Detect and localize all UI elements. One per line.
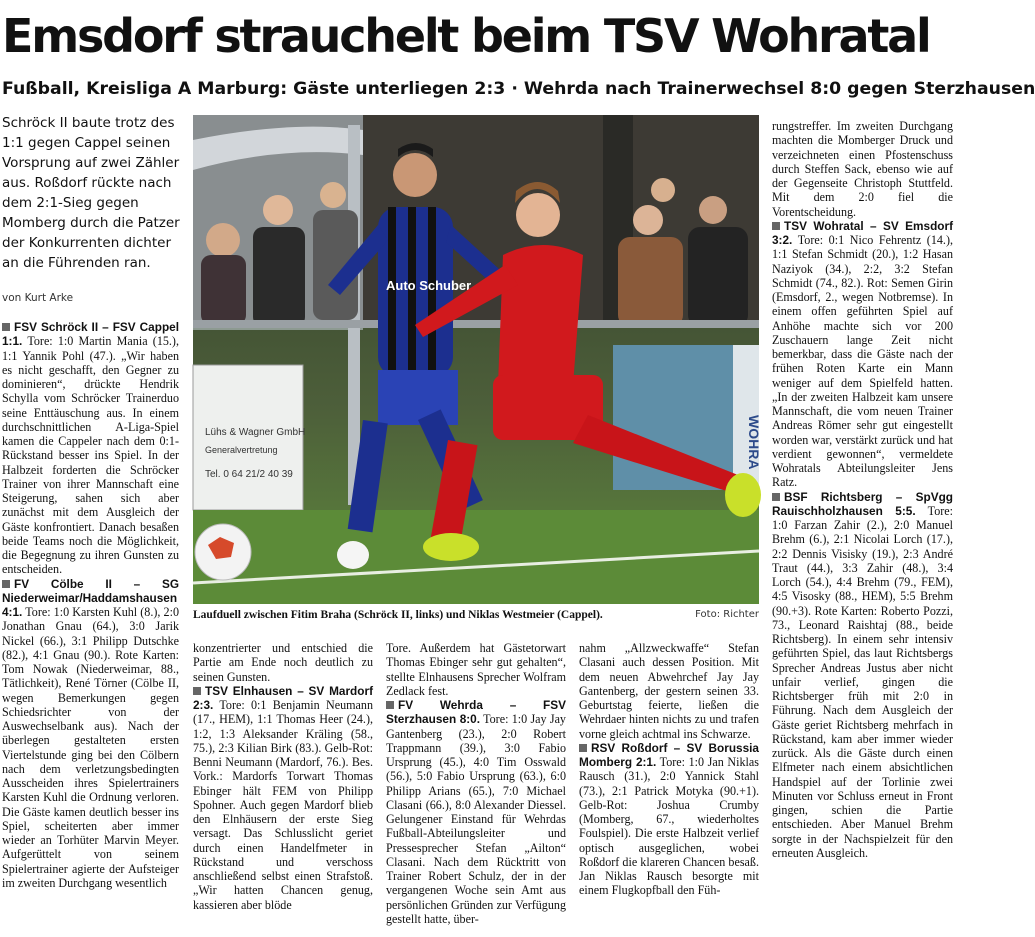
article-column-2 xyxy=(193,641,373,912)
game-heading: FV Cölbe II – SG Niederweimar/Haddamshausen 4:1. xyxy=(2,576,179,619)
game-heading: TSV Wohratal – SV Emsdorf 3:2. xyxy=(772,218,953,247)
photo-credit: Foto: Richter xyxy=(695,609,759,620)
game-heading: RSV Roßdorf – SV Borussia Momberg 2:1. xyxy=(579,740,759,769)
game-text-part-1: Tore: 1:0 Jay Jay Gantenberg (23.), 2:0 Robert Trappmann (39.), 3:0 Fabio Ursprung (45.), 4:0 Tim Osswald (56.), 5:0 Fabio Ursprung (63.), 6:0 Philipp Arians (65.), 7:0 Michael Clasani (66.), 8:0 Alexander Diessel. Gelungener Einstand für Wehrdas Fußball-Abteilungsleiter und Pressesprecher Stefan „Ailton“ Clasani. Nach dem Rücktritt von Trainer Robert Schulz, der in der vergangenen Woche sein Amt aus persönlichen Gründen zur Verfügung gestellt hatte, über- xyxy=(386,712,566,926)
game-text-part-1: Tore: 0:1 Benjamin Neumann (17., HEM), 1:1 Thomas Heer (24.), 1:2, 1:3 Aleksander Kräling (58., 75.), 2:3 Kilian Birk (83.). Gelb-Rot: Benni Neumann (Mardorf, 76.). Bes. Vork.: Mardorfs Torwart Thomas Ebinger hält FEM von Philipp Spohner. Auch gegen Mardorf blieb den Elnhäusern der erste Sieg versagt. Das Schlusslicht geriet durch einen Handelfmeter in Rückstand und verschoss anschließend selbst einen Strafstoß. „Wir hatten Chancen genug, kassieren aber blöde xyxy=(193,698,373,912)
game-text-part-1: Tore: 1:0 Karsten Kuhl (8.), 2:0 Jonathan Gnau (64.), 3:0 Jarik Nickel (66.), 3:1 Philipp Dutschke (82.), 4:1 Gnau (90.). Rote Karten: Tom Nowak (Niederweimar, 88., Tätlichkeit), René Törner (Cölbe II, wegen Bemerkungen gegen Schiedsrichter von der Auswechselbank aus). Nach der überlegen gestalteten ersten Viertelstunde ging bei den Cölbern nach dem verletzungsbedingten Ausscheiden ihres Spielertrainers Karsten Kuhl die Ordnung verloren. Die Gäste kamen deutlich besser ins Spiel, scheiterten aber immer wieder an Torhüter Marvin Meyer. Aufgerüttelt von seinem Spielertrainer agierte der Aufsteiger im zweiten Durchgang wesentlich xyxy=(2,605,179,890)
square-marker-icon xyxy=(386,701,394,709)
game-heading: FV Wehrda – FSV Sterzhausen 8:0. xyxy=(386,698,566,727)
game-result xyxy=(193,684,373,912)
game-text-part-2: konzentrierter und entschied die Partie am Ende noch deutlich zu seinen Gunsten. xyxy=(193,641,373,684)
headline: Emsdorf strauchelt beim TSV Wohratal xyxy=(2,9,930,63)
article-column-4 xyxy=(579,641,759,898)
game-text-part-2: nahm „Allzweckwaffe“ Stefan Clasani auch dessen Position. Mit dem neuen Abwehrchef Jay Jay Gantenberg, der gestern seinen 33. Geburtstag feierte, ließen die Wehrdaer hinten nichts zu und trafen vorne gleich achtmal ins Schwarze. xyxy=(579,641,759,741)
sign-line-3: Tel. 0 64 21/2 40 39 xyxy=(205,469,293,480)
ad-board-text: WOHRA xyxy=(746,415,762,470)
game-text: Tore: 1:0 Martin Mania (15.), 1:1 Yannik Pohl (47.). „Wir haben es nicht geschafft, den Gegner zu dominieren“, drückte Hendrik Schylla vom Schröcker Trainerduo seine Enttäuschung aus. In einem durchschnittlichen A-Liga-Spiel kamen die Cappeler nach dem 0:1-Rückstand besser ins Spiel. In der Halbzeit forderten die Schröcker Trainer von ihrer Mannschaft eine Steigerung, sahen sich aber zunächst mit dem Ausgleich der Gäste konfrontiert. Danach besaßen beide Teams noch die Möglichkeit, die Begegnung zu ihren Gunsten zu entscheiden. xyxy=(2,334,179,577)
game-text-part-2: rungstreffer. Im zweiten Durchgang machten die Momberger Druck und verzeichneten einen Pfostenschuss durch Steffen Sack, ebenso wie auf der Gegenseite Christoph Stuttfeld. Mit dem 2:0 fiel die Vorentscheidung. xyxy=(772,119,953,219)
caption-text: Laufduell zwischen Fitim Braha (Schröck II, links) und Niklas Westmeier (Cappel). xyxy=(193,609,603,621)
game-result xyxy=(2,320,179,577)
article-column-1 xyxy=(2,320,179,890)
article-column-3 xyxy=(386,641,566,926)
square-marker-icon xyxy=(2,323,10,331)
game-result xyxy=(386,698,566,926)
sign-line-2: Generalvertretung xyxy=(205,445,278,455)
game-result xyxy=(772,219,953,490)
game-heading: TSV Elnhausen – SV Mardorf 2:3. xyxy=(193,683,373,712)
square-marker-icon xyxy=(579,744,587,752)
square-marker-icon xyxy=(193,687,201,695)
intro-text: Schröck II baute trotz des 1:1 gegen Cappel seinen Vorsprung auf zwei Zähler aus. Roßdorf rückte nach dem 2:1-Sieg gegen Momberg durch die Patzer der Konkurrenten dichter an die Führenden ran. xyxy=(2,115,180,271)
game-heading: BSF Richtsberg – SpVgg Rauischholzhausen 5:5. xyxy=(772,489,953,518)
game-result xyxy=(579,741,759,898)
game-result xyxy=(772,490,953,861)
game-result xyxy=(2,577,179,891)
sign-line-1: Lühs & Wagner GmbH xyxy=(205,427,306,438)
game-heading: FSV Schröck II – FSV Cappel 1:1. xyxy=(2,320,179,349)
game-text-part-2: Tore. Außerdem hat Gästetorwart Thomas Ebinger sehr gut gehalten“, stellte Elnhausens Sprecher Wolfram Zedlack fest. xyxy=(386,641,566,698)
square-marker-icon xyxy=(2,580,10,588)
byline: von Kurt Arke xyxy=(2,292,74,304)
photo-caption xyxy=(193,609,759,621)
match-photo xyxy=(193,115,762,604)
square-marker-icon xyxy=(772,222,780,230)
jersey-sponsor-text: Auto Schuber xyxy=(386,278,472,293)
article-column-5 xyxy=(772,119,953,860)
subheadline: Fußball, Kreisliga A Marburg: Gäste unterliegen 2:3 · Wehrda nach Trainerwechsel 8:0 gegen Sterzhausen xyxy=(2,79,1035,99)
game-text: Tore: 1:0 Farzan Zahir (2.), 2:0 Manuel Brehm (6.), 2:1 Nicolai Lorch (17.), 2:2 Dennis Visisky (19.), 2:3 André Traut (44.), 3:3 Zahir (48.), 3:4 Lorch (54.), 4:4 Brehm (79., FEM), 4:5 Visosky (88., HEM), 5:5 Brehm (90.+3). Rote Karten: Roberto Pozzi, 73., Leonard Raishtaj (88., beide Richtsberg). In einem sehr intensiv geführten Spiel, das laut Richtsbergs Sprecher Andreas Justus aber nicht unfair verlief, gingen die Richtsberger früh mit 2:0 in Führung. Nach dem Ausgleich der Gäste geriet Richtsberg mehrfach in Rückstand, kam aber immer wieder zurück. Als die Gäste durch einen Elfmeter nach einem absichtlichen Handspiel auf der Torlinie zwei Minuten vor Schluss erneut in Front gingen, schien die Partie entschieden. Aber Manuel Brehm sorgte in der Nachspielzeit für den erneuten Ausgleich. xyxy=(772,503,954,860)
game-text: Tore: 0:1 Nico Fehrentz (14.), 1:1 Stefan Schmidt (20.), 1:2 Hasan Naziyok (34.), 2:2, 3:2 Stefan Schmidt (74., 82.). Rot: Semen Girin (Emsdorf, 2., wegen Notbremse). In einem offen geführten Spiel auf Anhöhe machte sich vor 200 Zuschauern lange Zeit nicht bemerkbar, dass die Gäste nach der frühen Roten Karte ein Mann weniger auf dem Spielfeld hatten. „In der zweiten Halbzeit kam unsere Mannschaft, die vom neuen Trainer Andreas Römer sehr gut eingestellt worden war, verstärkt zurück und hat verdient gewonnen“, vermeldete Wohratals Abteilungsleiter Jens Ratz. xyxy=(772,233,953,490)
square-marker-icon xyxy=(772,493,780,501)
game-text-part-1: Tore: 1:0 Jan Niklas Rausch (31.), 2:0 Yannick Stahl (73.), 2:1 Patrick Motyka (90.+1). Gelb-Rot: Joshua Crumby (Momberg, 67., wiederholtes Foulspiel). Die erste Halbzeit verlief optisch ausgeglichen, wobei Roßdorf die klareren Chancen besaß. Jan Niklas Rausch besorgte mit einem Flugkopfball den Füh- xyxy=(579,755,759,898)
